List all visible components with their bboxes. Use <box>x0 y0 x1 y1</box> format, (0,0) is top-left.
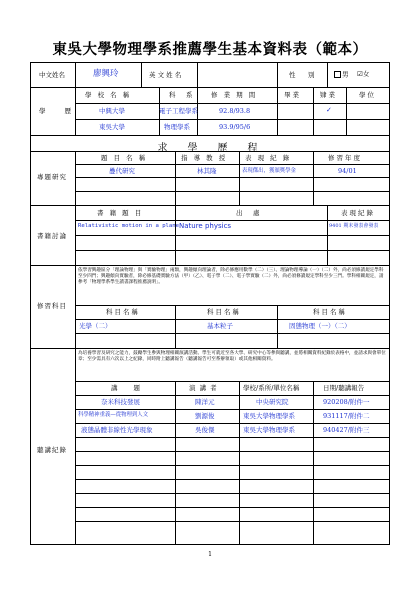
research-label: 專題研究 <box>37 173 67 181</box>
lecture-topic: 液態晶體非線性光學現象 <box>81 426 153 434</box>
research-year: 94/01 <box>338 167 357 175</box>
course-item: 基本粒子 <box>207 322 233 330</box>
gender-male-option <box>334 71 349 78</box>
female-label: 女 <box>362 70 370 78</box>
lecture-speaker: 劉源俊 <box>195 412 215 420</box>
lecture-speaker: 陳洋元 <box>195 398 215 406</box>
english-name-label: 英 文 姓 名 <box>149 71 182 79</box>
course-item: 光學（二） <box>79 322 112 330</box>
lecture-unit: 中央研究院 <box>256 398 289 406</box>
page-title: 東吳大學物理學系推薦學生基本資料表（範本） <box>52 42 368 58</box>
edu-header-attending: 肄業 <box>320 91 337 99</box>
seminar-header-title: 書 籍 題 目 <box>97 209 144 217</box>
history-heading: 求 學 歷 程 <box>157 143 263 154</box>
lecture-unit: 東吳大學物理學系 <box>243 412 295 420</box>
course-item: 固態物理（一）（二） <box>289 322 351 330</box>
female-checkbox: ☑ <box>357 70 363 78</box>
form-table <box>30 62 390 545</box>
edu-row-attending-check: ✓ <box>326 106 332 114</box>
lecture-topic: 科學精神重義—從物理到人文 <box>78 412 149 418</box>
edu-header-school: 學 校 名 稱 <box>85 91 132 99</box>
lecture-speaker: 吳俊傑 <box>195 426 215 434</box>
seminar-record: 9401 期末發表會發表 <box>329 223 379 229</box>
lectures-instructions: 為培養學習及研究之能力，鼓勵學生參與物理相關演講活動。學生可就近至各大學、研究中心等參與聽講，並將相關資料紀錄於表格中，並請求與會單位章；至少需具有六次以上之紀錄，同時附上聽講報告（聽講報告可至系辦領取）或其他相關資料。 <box>78 351 386 363</box>
seminar-header-record: 表現紀錄 <box>341 209 375 217</box>
lecture-topic: 奈米科技發展 <box>101 398 140 406</box>
male-checkbox <box>334 71 341 78</box>
research-advisor: 林其隆 <box>197 167 217 175</box>
gender-label: 性 別 <box>289 71 318 79</box>
lecture-unit: 東吳大學物理學系 <box>243 426 295 434</box>
research-header-advisor: 指 導 教 授 <box>181 154 228 162</box>
seminar-label: 書籍討論 <box>37 232 67 240</box>
lecture-date: 931117/附件二 <box>323 412 370 420</box>
lecture-date: 940427/附件三 <box>323 426 370 434</box>
courses-header-3: 科目名稱 <box>313 308 347 316</box>
lectures-header-date: 日期/聽講報告 <box>323 384 365 392</box>
edu-row-period: 93.9/95/6 <box>219 123 251 131</box>
male-label: 男 <box>342 70 349 79</box>
research-header-record: 表 現 紀 錄 <box>245 154 292 162</box>
edu-row-school: 中興大學 <box>99 107 125 115</box>
edu-header-degree: 學位 <box>359 91 376 99</box>
seminar-header-source: 出 處 <box>236 209 262 217</box>
chinese-name-label: 中文姓名 <box>39 71 65 79</box>
chinese-name-value: 廖興玲 <box>93 69 119 79</box>
edu-row-dept: 電子工程學系 <box>159 107 198 115</box>
seminar-source: Nature physics <box>179 222 232 230</box>
edu-header-graduated: 畢業 <box>284 91 301 99</box>
edu-row-dept: 物理學系 <box>164 123 190 131</box>
gender-female-option <box>357 71 369 78</box>
edu-row-school: 東吳大學 <box>99 123 125 131</box>
research-header-topic: 題 目 名 稱 <box>101 154 148 162</box>
lectures-label: 聽講紀錄 <box>37 446 67 454</box>
edu-header-dept: 科 系 <box>169 91 195 99</box>
lectures-header-speaker: 演 講 者 <box>189 384 218 392</box>
edu-row-period: 92.8/93.8 <box>219 107 251 115</box>
courses-header-2: 科目名稱 <box>207 308 241 316</box>
research-header-year: 修習年度 <box>328 154 362 162</box>
lecture-date: 920208/附件一 <box>323 398 370 406</box>
lectures-header-topic: 講 題 <box>111 384 141 392</box>
courses-header-1: 科目名稱 <box>106 308 140 316</box>
page-number: 1 <box>208 551 212 558</box>
lectures-header-unit: 學校/系所/單位名稱 <box>243 384 300 392</box>
edu-header-period: 修 業 期 間 <box>211 91 258 99</box>
courses-instructions: 依學習興趣區分「理論物理」與「實驗物理」兩類，興趣傾向理論者，除必修應用數學（二）（三）、理論物理導論（一）（二）外，尚必須修讀規定學科至少四門；興趣傾向實驗者，除必修基礎實驗方法（甲）（乙）、電子學（二）、電子學實驗（二）外，尚必須修讀規定學科至少三門。學科相關規定，請參考「物理學系學生讀書課程推薦說明」。 <box>78 268 384 286</box>
seminar-book-title: Relativistic motion in a plane <box>78 223 180 229</box>
courses-label: 修習科目 <box>37 302 67 310</box>
education-label: 學 歷 <box>39 107 73 115</box>
research-record: 表現傑出，獲頒獎學金 <box>242 168 296 174</box>
research-topic: 疊代研究 <box>109 167 135 175</box>
